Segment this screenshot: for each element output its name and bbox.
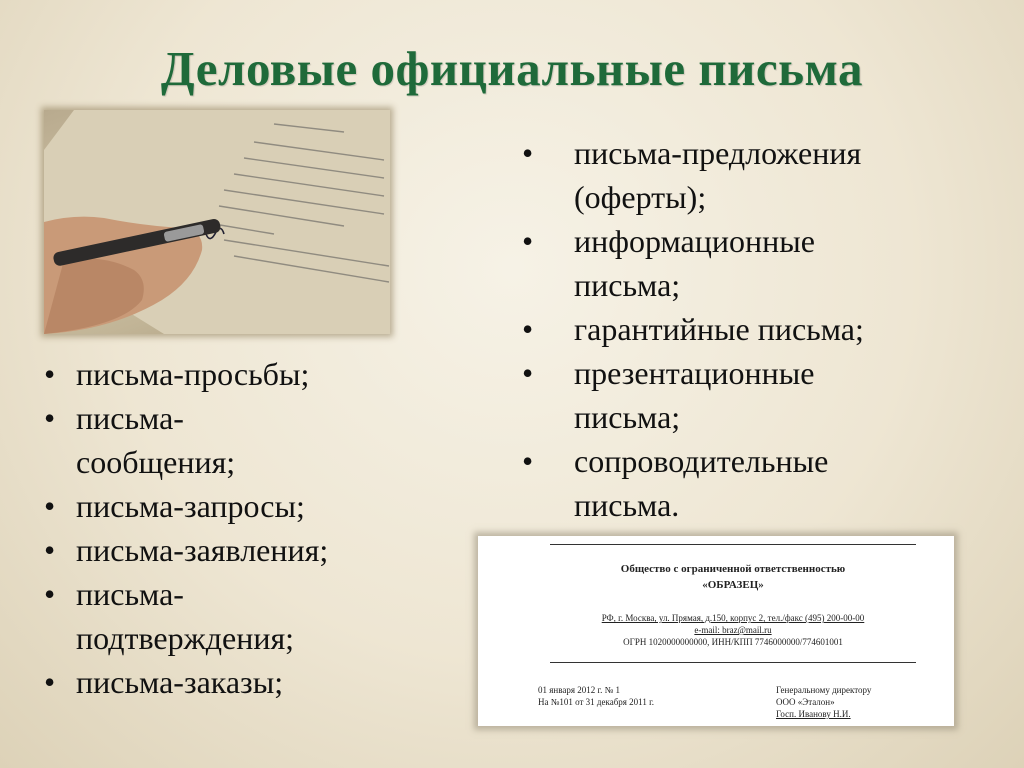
- divider: [550, 662, 916, 663]
- list-item: • письма-заявления;: [42, 528, 402, 572]
- list-item: • письма-подтверждения;: [42, 572, 326, 660]
- right-letter-types-list: [522, 131, 942, 527]
- list-item: • письма-заказы;: [42, 660, 402, 704]
- recipient-title: Генеральному директору: [776, 685, 872, 695]
- org-email: e-mail: braz@mail.ru: [694, 625, 772, 635]
- list-item: • письма-сообщения;: [42, 396, 206, 484]
- list-item: • письма-запросы;: [42, 484, 402, 528]
- recipient-name: Госп. Иванову Н.И.: [776, 709, 851, 719]
- list-item: • информационные письма;: [522, 219, 874, 307]
- org-registration: ОГРН 1020000000000, ИНН/КПП 7746000000/774601001: [623, 637, 843, 647]
- letter-date: 01 января 2012 г. № 1: [538, 685, 620, 695]
- org-line: Общество с ограниченной ответственностью: [620, 563, 846, 575]
- letterhead-sample: [478, 536, 954, 726]
- list-item: • письма-просьбы;: [42, 352, 402, 396]
- list-item: • презентационные письма;: [522, 351, 874, 439]
- org-address: РФ, г. Москва, ул. Прямая, д.150, корпус 2, тел./факс (495) 200-00-00: [601, 613, 865, 623]
- list-item: • гарантийные письма;: [522, 307, 942, 351]
- divider: [550, 544, 916, 545]
- slide-title: Деловые официальные письма: [160, 41, 864, 96]
- recipient-company: ООО «Эталон»: [776, 697, 835, 707]
- list-item: • письма-предложения (оферты);: [522, 131, 914, 219]
- left-letter-types-list: [42, 352, 402, 704]
- org-name: «ОБРАЗЕЦ»: [702, 579, 764, 591]
- letter-reference: На №101 от 31 декабря 2011 г.: [538, 697, 655, 707]
- handwriting-photo: [44, 110, 390, 334]
- list-item: • сопроводительные письма.: [522, 439, 874, 527]
